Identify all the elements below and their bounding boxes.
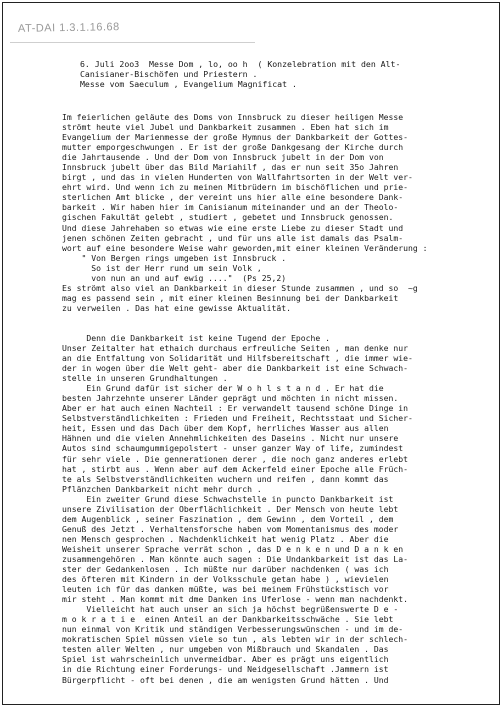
text-line: an die Entfaltung von Solidarität und Hilfsbereitschaft , die immer wie- — [62, 353, 413, 364]
text-line: Und diese Jahrehaben so etwas wie eine erste Liebe zu dieser Stadt und — [62, 222, 404, 233]
text-line: strömt heute viel Jubel und Dankbarkeit zusammen . Eben hat sich im — [62, 122, 389, 133]
text-line: nun einmal von Kritik und ständigen Verbesserungswünschen - und im de- — [62, 624, 404, 635]
text-line: in die Richtung einer Forderungs- und Neidgesellschaft .Jammern ist — [62, 664, 389, 675]
text-line: gischen Fakultät gelebt , studiert , gebetet und Innsbruck genossen. — [62, 212, 394, 223]
text-line: Aber er hat auch einen Nachteil : Er verwandelt tausend schöne Dinge in — [62, 403, 408, 414]
text-line: des öfteren mit Kindern in der Volksschule getan habe ) , wievielen — [62, 574, 389, 585]
text-line: Im feierlichen geläute des Doms von Innsbruck zu dieser heiligen Messe — [62, 112, 404, 122]
text-line: Bürgerpflicht - oft bei denen , die am wenigsten Grund hätten . Und — [62, 674, 389, 685]
text-line: Selbstverständlichkeiten : Frieden und Freiheit, Rechtsstaat und Sicher- — [62, 413, 413, 424]
text-line: Ein Grund dafür ist sicher der W o h l s t a n d . Er hat die — [62, 383, 384, 394]
text-line: stelle in unseren Grundhaltungen . — [62, 373, 228, 384]
text-line: Spiel ist wahrscheinlich unvermeidbar. Aber es prägt uns eigentlich — [62, 654, 389, 665]
text-line: Innsbruck jubelt über das Bild Mariahilf , das er nun seit 35o Jahren — [62, 162, 399, 173]
text-line: mokratischen Spiel müssen viele so tun , als lebten wir in der schlech- — [62, 634, 408, 645]
text-line: wort auf eine besondere Weise wahr geworden,mit einer kleinen Veränderung : — [62, 242, 428, 253]
text-line: Weisheit unserer Sprache verrät schon , das D e n k e n und D a n k en — [62, 543, 404, 554]
text-line: Denn die Dankbarkeit ist keine Tugend der Epoche . — [62, 332, 331, 343]
text-line: leuten ich für das danken müßte, was bei meinem Frühstückstisch vor — [62, 584, 389, 595]
text-line: nen Mensch gesprochen . Nachdenklichkeit hat wenig Platz . Aber die — [62, 533, 389, 544]
text-line: besten Jahrzehnte unserer Länder geprägt und möchten in nicht missen. — [62, 393, 399, 404]
text-line: von nun an und auf ewig ...." (Ps 25,2) — [62, 272, 287, 283]
text-line: Evangelium der Marienmesse der große Hymnus der Dankbarkeit der Gottes- — [62, 132, 408, 143]
text-line: " Von Bergen rings umgeben ist Innsbruck . — [62, 252, 287, 263]
text-line: barkeit . Wir haben hier im Canisianum miteinander und an der Theolo- — [62, 202, 399, 213]
text-line: dem Augenblick , seiner Faszination , dem Gewinn , dem Vorteil , dem — [62, 513, 394, 524]
text-line: te als Selbstverständlichkeiten wuchern und reifen , dann kommt das — [62, 473, 389, 484]
paragraph-main — [62, 333, 494, 685]
text-line: die Jahrtausende . Und der Dom von Innsbruck jubelt in der Dom von — [62, 152, 384, 163]
archive-stamp: AT-DAI 1.3.1.16.68 — [17, 21, 120, 35]
text-line: mag es passend sein , mit einer kleinen Besinnung bei der Dankbarkeit — [62, 292, 399, 303]
text-line: Pflänzchen Dankbarkeit nicht mehr durch . — [62, 483, 262, 494]
text-line: zusammengehören . Man könnte auch sagen : Die Undankbarkeit ist das La- — [62, 553, 408, 564]
text-line: ehrt wird. Und wenn ich zu meinen Mitbrüdern im bischöflichen und prie- — [62, 182, 408, 193]
header-line: Messe vom Saeculum , Evangelium Magnificat . — [80, 79, 297, 90]
text-line: Ein zweiter Grund diese Schwachstelle in puncto Dankbarkeit ist — [62, 493, 394, 504]
text-line: mutter emporgeschwungen . Er ist der große Dankgesang der Kirche durch — [62, 142, 404, 153]
text-line: Hähnen und die vielen Annehmlichkeiten des Daseins . Nicht nur unsere — [62, 433, 399, 444]
text-line: unsere Zivilisation der Oberflächlichkeit . Der Mensch von heute lebt — [62, 503, 399, 514]
header-line: 6. Juli 2oo3 Messe Dom , lo, oo h ( Konzelebration mit den Alt- — [80, 59, 401, 69]
text-line: testen aller Welten , nur umgeben von Mißbrauch und Skandalen . Das — [62, 644, 389, 655]
text-line: hat , stirbt aus . Wenn aber auf dem Ackerfeld einer Epoche alle Früch- — [62, 463, 408, 474]
text-line: zu verweilen . Das hat eine gewisse Aktualität. — [62, 302, 292, 313]
text-line: Vielleicht hat auch unser an sich ja höchst begrüßenswerte D e - — [62, 604, 399, 615]
text-line: der in wogen über die Welt geht- aber die Dankbarkeit ist eine Schwach- — [62, 363, 408, 374]
text-line: m o k r a t i e einen Anteil an der Dankbarkeitsschwäche . Sie lebt — [62, 614, 394, 625]
document-body — [62, 112, 494, 685]
text-line: sterlichen Amt blicke , der vereint uns hier alle eine besondere Dank- — [62, 192, 404, 203]
text-line: für sehr viele . Die gennerationen derer , die noch ganz anderes erlebt — [62, 453, 408, 464]
text-line: mir steht . Man kommt mit dme Danken ins Uferlose - wenn man nachdenkt. — [62, 594, 408, 605]
paragraph-intro — [62, 112, 494, 313]
text-line: Unser Zeitalter hat ethaich durchaus erfreuliche Seiten , man denke nur — [62, 342, 408, 353]
text-line: ster der Gedankenlosen . Ich müßte nur darüber nachdenken ( was ich — [62, 564, 389, 575]
text-line: birgt , und das in vielen Hunderten von Wallfahrtsorten in der Welt ver- — [62, 172, 413, 183]
document-header — [80, 59, 490, 89]
text-line: Es strömt also viel an Dankbarkeit in dieser Stunde zusammen , und so ~g — [62, 282, 418, 293]
text-line: heit, Essen und das Dach über dem Kopf, herrliches Wasser aus allen — [62, 423, 389, 434]
text-line: Genuß des Jetzt . Verhaltensforsche haben vom Momentanismus des moder — [62, 523, 399, 534]
header-line: Canisianer-Bischöfen und Priestern . — [80, 69, 258, 80]
text-line: So ist der Herr rund um sein Volk , — [62, 262, 262, 273]
text-line: jenen schönen Zeiten gebracht , und für uns alle ist damals das Psalm- — [62, 232, 404, 243]
text-line: Autos sind schaumgummigepolstert - unser ganzer Way of life, zumindest — [62, 443, 404, 454]
